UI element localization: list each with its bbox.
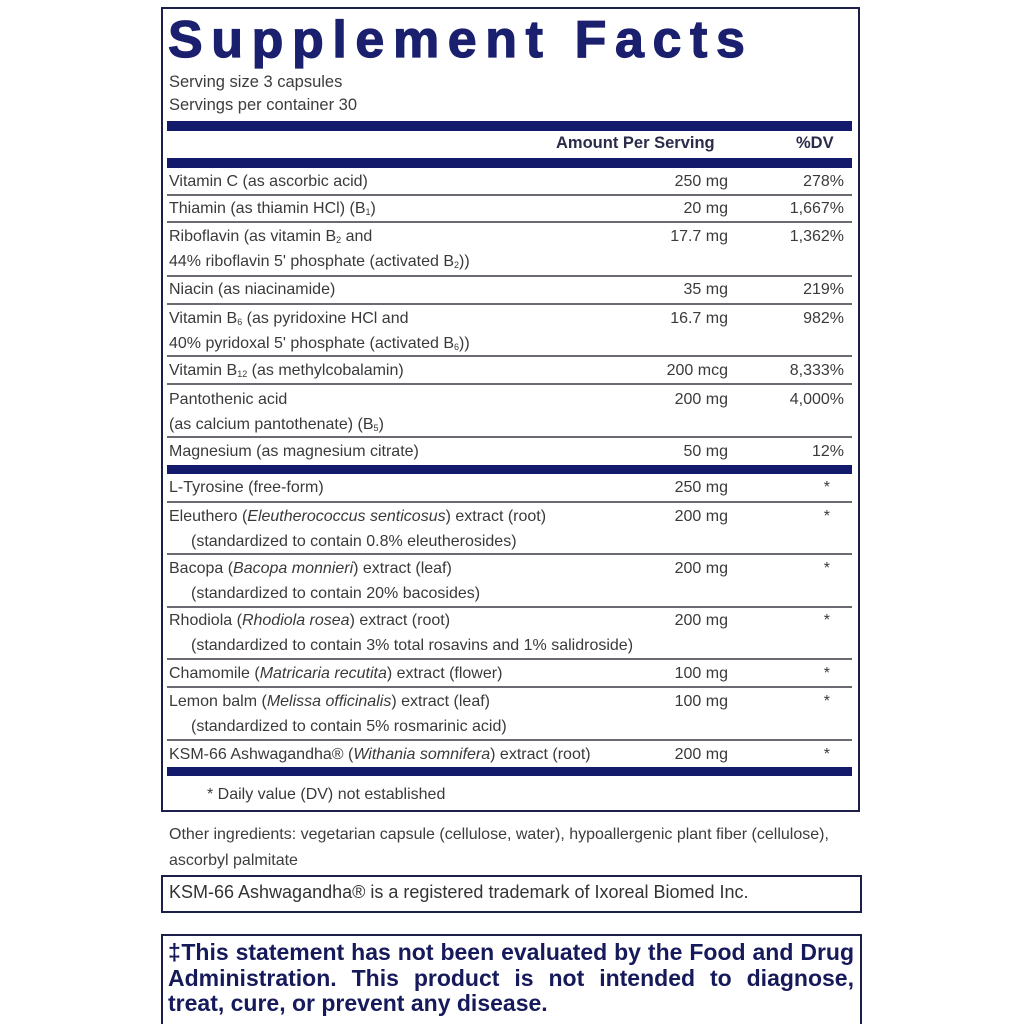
ingredient-dv: 8,333% (789, 362, 844, 379)
ingredient-amount: 16.7 mg (670, 310, 728, 327)
header-dv: %DV (796, 134, 834, 152)
ingredient-name: Rhodiola (Rhodiola rosea) extract (root) (169, 612, 451, 629)
ingredient-name: Lemon balm (Melissa officinalis) extract (leaf) (169, 693, 490, 710)
ingredient-name: Vitamin $B_{12}$ (as methylcobalamin) (169, 362, 404, 379)
latin-name: Withania somnifera (353, 746, 491, 763)
row-divider (167, 686, 852, 688)
table-row (167, 358, 852, 383)
row-divider (167, 436, 852, 438)
ingredient-name: L-Tyrosine (free-form) (169, 479, 324, 496)
table-row (167, 504, 852, 554)
divider-bar-section (167, 465, 852, 474)
ingredient-dv: 219% (803, 281, 844, 298)
ingredient-name: Niacin (as niacinamide) (169, 281, 336, 298)
table-row (167, 387, 852, 437)
ingredient-amount: 200 mg (674, 612, 728, 629)
ingredient-dv: * (823, 665, 830, 682)
latin-name: Bacopa monnieri (233, 560, 354, 577)
table-row (167, 556, 852, 606)
ingredient-dv: 4,000% (789, 391, 844, 408)
panel-title: Supplement Facts (168, 11, 754, 69)
ingredient-amount: 17.7 mg (670, 228, 728, 245)
row-divider (167, 303, 852, 305)
table-row (167, 306, 852, 356)
serving-size: Serving size 3 capsules (169, 73, 343, 91)
ingredient-dv: * (823, 746, 830, 763)
ingredient-amount: 100 mg (674, 665, 728, 682)
ingredient-name: Magnesium (as magnesium citrate) (169, 443, 419, 460)
row-divider (167, 501, 852, 503)
ingredient-amount: 50 mg (683, 443, 728, 460)
ingredient-amount: 20 mg (683, 200, 728, 217)
ingredient-name: KSM-66 Ashwagandha® (Withania somnifera) extract (root) (169, 746, 591, 763)
ingredient-name: Chamomile (Matricaria recutita) extract (flower) (169, 665, 503, 682)
divider-bar-top (167, 121, 852, 131)
ingredient-amount: 35 mg (683, 281, 728, 298)
ingredient-name: Eleuthero (Eleutherococcus senticosus) extract (root) (169, 508, 547, 525)
header-amount: Amount Per Serving (556, 134, 715, 152)
ingredient-amount: 250 mg (674, 173, 728, 190)
ingredient-dv: * (823, 693, 830, 710)
dv-footnote: * Daily value (DV) not established (207, 786, 446, 803)
latin-name: Melissa officinalis (266, 693, 392, 710)
ingredient-amount: 200 mg (674, 746, 728, 763)
ingredient-dv: * (823, 479, 830, 496)
ingredient-name: Bacopa (Bacopa monnieri) extract (leaf) (169, 560, 452, 577)
ingredient-dv: 278% (803, 173, 844, 190)
row-divider (167, 355, 852, 357)
ingredient-detail: (as calcium pantothenate) $(B_5)$ (169, 416, 384, 433)
ingredient-name: Thiamin (as thiamin HCl) $(B_1)$ (169, 200, 376, 217)
ingredient-amount: 250 mg (674, 479, 728, 496)
table-row (167, 742, 852, 767)
table-row (167, 475, 852, 500)
table-row (167, 196, 852, 221)
table-row (167, 608, 852, 658)
ingredient-amount: 200 mg (674, 508, 728, 525)
table-row (167, 439, 852, 464)
ingredient-dv: 12% (811, 443, 844, 460)
ingredient-name: Riboflavin (as vitamin $B_2$ and (169, 228, 373, 245)
row-divider (167, 383, 852, 385)
ingredient-dv: * (823, 612, 830, 629)
ingredient-amount: 200 mg (674, 391, 728, 408)
ingredient-detail: (standardized to contain 5% rosmarinic acid) (191, 718, 507, 735)
ingredient-amount: 100 mg (674, 693, 728, 710)
row-divider (167, 658, 852, 660)
table-row (167, 169, 852, 194)
ingredient-detail: (standardized to contain 20% bacosides) (191, 585, 481, 602)
other-ingredients: Other ingredients: vegetarian capsule (cellulose, water), hypoallergenic plant fiber (cellulose), ascorbyl palmitate (169, 826, 829, 869)
servings-per-container: Servings per container 30 (169, 96, 358, 114)
ingredient-amount: 200 mg (674, 560, 728, 577)
ingredient-dv: 982% (803, 310, 844, 327)
ingredient-detail: (standardized to contain 3% total rosavins and 1% salidroside) (191, 637, 634, 654)
latin-name: Rhodiola rosea (241, 612, 350, 629)
ingredient-dv: 1,667% (789, 200, 844, 217)
ingredient-detail: 44% riboflavin 5' phosphate (activated $B_2$)) (169, 253, 470, 270)
ingredient-name: Vitamin $B_6$ (as pyridoxine HCl and (169, 310, 409, 327)
row-divider (167, 221, 852, 223)
row-divider (167, 553, 852, 555)
ingredient-name: Vitamin C (as ascorbic acid) (169, 173, 368, 190)
table-row (167, 661, 852, 686)
ingredient-name: Pantothenic acid (169, 391, 288, 408)
ingredient-dv: * (823, 508, 830, 525)
trademark-notice: KSM-66 Ashwagandha® is a registered trademark of Ixoreal Biomed Inc. (169, 882, 749, 902)
ingredient-dv: * (823, 560, 830, 577)
row-divider (167, 739, 852, 741)
latin-name: Matricaria recutita (259, 665, 387, 682)
table-row (167, 277, 852, 302)
latin-name: Eleutherococcus senticosus (247, 508, 446, 525)
divider-bar-bottom (167, 767, 852, 776)
divider-bar-header (167, 158, 852, 168)
table-row (167, 224, 852, 274)
ingredient-detail: 40% pyridoxal 5' phosphate (activated $B_6$)) (169, 335, 470, 352)
ingredient-detail: (standardized to contain 0.8% eleutherosides) (191, 533, 517, 550)
ingredient-dv: 1,362% (789, 228, 844, 245)
fda-disclaimer: ‡This statement has not been evaluated by the Food and Drug Administration. This product is not intended to diagnose, treat, cure, or prevent any disease. (168, 939, 854, 1016)
table-row (167, 689, 852, 739)
ingredient-amount: 200 mcg (666, 362, 728, 379)
